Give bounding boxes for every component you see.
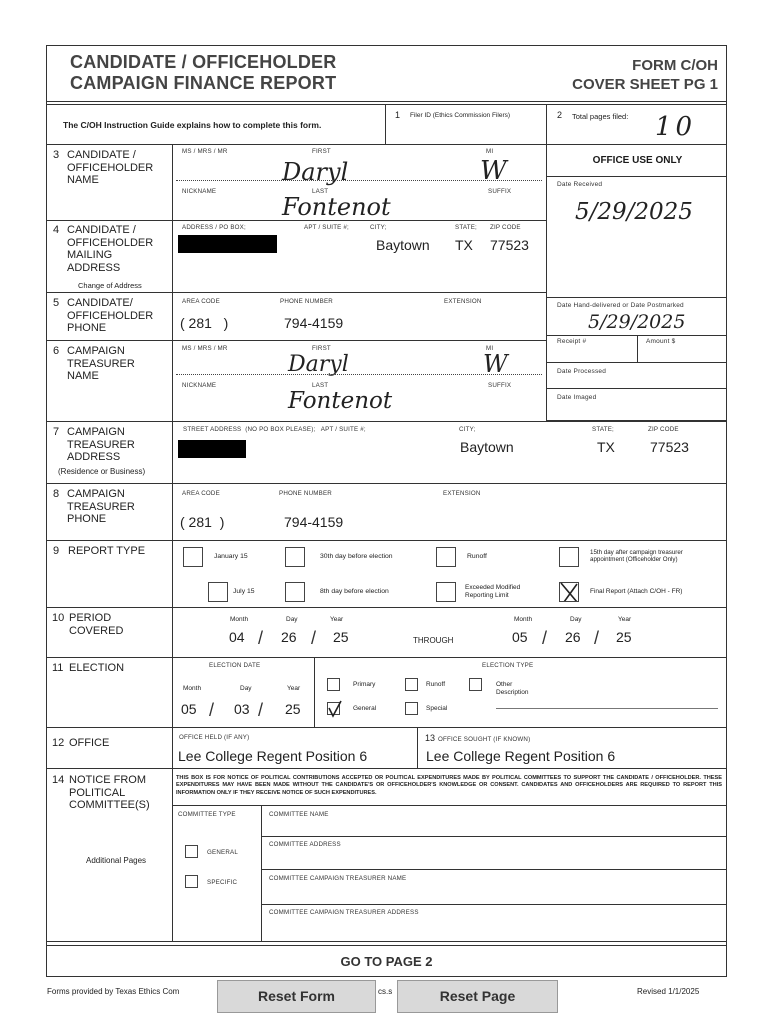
office-use-title: OFFICE USE ONLY [592, 155, 683, 166]
period-from-month[interactable]: 04 [229, 629, 245, 645]
s4-field-address: ADDRESS / PO BOX; [182, 224, 246, 231]
s12-num: 12 [52, 737, 65, 749]
checkbox-special[interactable] [405, 702, 418, 715]
s5-field-ext: EXTENSION [444, 298, 482, 305]
election-type-label: ELECTION TYPE [482, 662, 534, 669]
s5-label: CANDIDATE/ OFFICEHOLDER PHONE [67, 297, 154, 334]
label-other: Other Description [496, 681, 529, 696]
check-mark-icon [558, 581, 578, 601]
s6-field-first: FIRST [312, 345, 331, 352]
election-year[interactable]: 25 [285, 701, 301, 717]
committee-type-label: COMMITTEE TYPE [178, 811, 236, 818]
checkbox-primary[interactable] [327, 678, 340, 691]
election-day[interactable]: 03 [234, 701, 250, 717]
change-of-address[interactable]: Change of Address [78, 281, 142, 290]
s4-field-state: STATE; [455, 224, 477, 231]
s10-h-day: Day [286, 616, 298, 623]
s8-num: 8 [53, 488, 60, 500]
s6-label: CAMPAIGN TREASURER NAME [67, 345, 135, 382]
s8-label: CAMPAIGN TREASURER PHONE [67, 488, 135, 525]
date-imaged-label: Date Imaged [557, 394, 597, 401]
s4-zip[interactable]: 77523 [490, 237, 529, 253]
period-to-day[interactable]: 26 [565, 629, 581, 645]
checkbox-other[interactable] [469, 678, 482, 691]
date-hand-stamp: 5/29/2025 [588, 311, 686, 333]
date-received-label: Date Received [557, 181, 603, 188]
s10-h-month: Month [230, 616, 249, 623]
committee-name-label: COMMITTEE NAME [269, 811, 329, 818]
s4-state[interactable]: TX [455, 237, 473, 253]
checkbox-july-15[interactable] [208, 582, 228, 602]
s6-field-nickname: NICKNAME [182, 382, 217, 389]
label-committee-specific: SPECIFIC [207, 879, 238, 886]
footer-provided-suffix: cs.s [378, 987, 393, 996]
label-30th-day: 30th day before election [320, 553, 393, 560]
s3-field-mi: MI [486, 148, 494, 155]
label-primary: Primary [353, 681, 376, 688]
office-held-value[interactable]: Lee College Regent Position 6 [178, 748, 368, 764]
form-title-line1: CANDIDATE / OFFICEHOLDER [70, 52, 337, 72]
s4-field-city: CITY; [370, 224, 387, 231]
s14-label: NOTICE FROM POLITICAL COMMITTEE(S) [69, 774, 150, 811]
election-month[interactable]: 05 [181, 701, 197, 717]
s5-num: 5 [53, 297, 60, 309]
committee-address-label: COMMITTEE ADDRESS [269, 841, 341, 848]
s14-num: 14 [52, 774, 65, 786]
s7-note: (Residence or Business) [58, 467, 146, 476]
s5-area-code[interactable]: ( 281 ) [180, 315, 229, 331]
label-general: General [353, 705, 377, 712]
s10-num: 10 [52, 612, 65, 624]
s5-field-area: AREA CODE [182, 298, 220, 305]
s4-field-zip: ZIP CODE [490, 224, 521, 231]
s3-mi[interactable]: W [480, 156, 507, 186]
s11-label: ELECTION [69, 662, 125, 674]
period-from-year[interactable]: 25 [333, 629, 349, 645]
label-special: Special [426, 705, 448, 712]
check-mark-icon [327, 700, 343, 718]
committee-notice-text: THIS BOX IS FOR NOTICE OF POLITICAL CONTRIBUTIONS ACCEPTED OR POLITICAL EXPENDITURES MADE BY POLITICAL COMMITTEES TO SUPPORT THE CANDIDATE / OFFICEHOLDER. THESE EXPENDITURES MAY HAVE BEEN MADE WITHOUT THE CANDIDATE'S OR OFFICEHOLDER'S KNOWLEDGE OR CONSENT. CANDIDATES AND OFFICEHOLDERS ARE REQUIRED TO REPORT THIS INFORMATION ONLY IF THEY RECEIVE NOTICE OF SUCH EXPENDITURES. [176, 775, 722, 796]
s7-label: CAMPAIGN TREASURER ADDRESS [67, 426, 135, 463]
label-exceeded-limit: Exceeded Modified Reporting Limit [465, 584, 521, 599]
label-july-15: July 15 [233, 588, 255, 595]
s4-num: 4 [53, 224, 60, 236]
s6-field-prefix: MS / MRS / MR [182, 345, 228, 352]
s8-field-phone: PHONE NUMBER [279, 490, 332, 497]
s11-h-month: Month [183, 685, 202, 692]
s10-label: PERIOD COVERED [69, 612, 124, 637]
s6-field-last: LAST [312, 382, 329, 389]
s6-mi[interactable]: W [483, 350, 508, 378]
go-to-page-2: GO TO PAGE 2 [340, 954, 433, 969]
checkbox-general[interactable] [327, 702, 340, 715]
label-15th-day: 15th day after campaign treasurer appointment (Officeholder Only) [590, 549, 683, 564]
checkbox-election-runoff[interactable] [405, 678, 418, 691]
s6-first-name[interactable]: Daryl [288, 352, 349, 377]
checkbox-8th-day[interactable] [285, 582, 305, 602]
reset-page-button[interactable]: Reset Page [397, 980, 558, 1013]
s3-field-prefix: MS / MRS / MR [182, 148, 228, 155]
date-received-stamp: 5/29/2025 [575, 199, 693, 225]
period-to-month[interactable]: 05 [512, 629, 528, 645]
checkbox-30th-day[interactable] [285, 547, 305, 567]
s11-h-day: Day [240, 685, 252, 692]
s5-field-phone: PHONE NUMBER [280, 298, 333, 305]
reset-form-button[interactable]: Reset Form [217, 980, 376, 1013]
s6-field-suffix: SUFFIX [488, 382, 512, 389]
checkbox-committee-specific[interactable] [185, 875, 198, 888]
office-sought-label: OFFICE SOUGHT (IF KNOWN) [438, 736, 531, 743]
s7-city[interactable]: Baytown [460, 439, 514, 455]
s9-label: REPORT TYPE [68, 545, 146, 557]
s7-state[interactable]: TX [597, 439, 615, 455]
s11-num: 11 [52, 662, 64, 674]
redacted-treasurer-address [178, 440, 246, 458]
label-election-runoff: Runoff [426, 681, 446, 688]
s6-num: 6 [53, 345, 60, 357]
date-processed-label: Date Processed [557, 368, 607, 375]
label-committee-general: GENERAL [207, 849, 238, 856]
s9-num: 9 [53, 545, 60, 557]
office-sought-value[interactable]: Lee College Regent Position 6 [426, 748, 616, 764]
label-8th-day: 8th day before election [320, 588, 389, 595]
footer-revised: Revised 1/1/2025 [637, 987, 700, 996]
checkbox-15th-day[interactable] [559, 547, 579, 567]
s8-area-code[interactable]: ( 281 ) [180, 514, 225, 530]
label-runoff: Runoff [467, 553, 487, 560]
s3-field-first: FIRST [312, 148, 331, 155]
s13-num: 13 [425, 733, 436, 743]
s7-zip[interactable]: 77523 [650, 439, 689, 455]
s10-h-month-2: Month [514, 616, 533, 623]
election-date-label: ELECTION DATE [209, 662, 261, 669]
s7-field-zip: ZIP CODE [648, 426, 679, 433]
checkbox-runoff[interactable] [436, 547, 456, 567]
total-pages-label: Total pages filed: [572, 112, 629, 121]
s8-field-area: AREA CODE [182, 490, 220, 497]
checkbox-final-report[interactable] [559, 582, 579, 602]
s7-num: 7 [53, 426, 60, 438]
checkbox-committee-general[interactable] [185, 845, 198, 858]
s7-field-city: CITY; [459, 426, 476, 433]
period-to-year[interactable]: 25 [616, 629, 632, 645]
s3-field-nickname: NICKNAME [182, 188, 217, 195]
pages-num: 2 [557, 110, 563, 120]
s7-field-street: STREET ADDRESS (NO PO BOX PLEASE); APT / SUITE #; [183, 426, 366, 433]
s10-h-year: Year [330, 616, 344, 623]
office-held-label: OFFICE HELD (IF ANY) [179, 734, 250, 741]
s11-h-year: Year [287, 685, 301, 692]
s10-h-year-2: Year [618, 616, 632, 623]
s6-field-mi: MI [486, 345, 494, 352]
s5-phone[interactable]: 794-4159 [284, 315, 344, 331]
redacted-address [178, 235, 277, 253]
s6-last-name[interactable]: Fontenot [288, 388, 393, 414]
checkbox-exceeded-limit[interactable] [436, 582, 456, 602]
s8-field-ext: EXTENSION [443, 490, 481, 497]
s7-field-state: STATE; [592, 426, 614, 433]
instruction-text: The C/OH Instruction Guide explains how to complete this form. [63, 120, 322, 130]
s3-label: CANDIDATE / OFFICEHOLDER NAME [67, 149, 154, 186]
checkbox-january-15[interactable] [183, 547, 203, 567]
footer-provided-by: Forms provided by Texas Ethics Com [47, 987, 180, 996]
form-page-label: COVER SHEET PG 1 [572, 76, 718, 93]
s3-num: 3 [53, 149, 60, 161]
s10-h-day-2: Day [570, 616, 582, 623]
receipt-label: Receipt # [557, 338, 587, 345]
form-number: FORM C/OH [632, 57, 718, 74]
s4-label: CANDIDATE / OFFICEHOLDER MAILING ADDRESS [67, 224, 154, 274]
committee-treasurer-name-label: COMMITTEE CAMPAIGN TREASURER NAME [269, 875, 407, 882]
label-final-report: Final Report (Attach C/OH - FR) [590, 588, 683, 595]
date-hand-label: Date Hand-delivered or Date Postmarked [557, 302, 684, 309]
form-title-line2: CAMPAIGN FINANCE REPORT [70, 73, 337, 93]
through-label: THROUGH [413, 636, 454, 645]
period-from-day[interactable]: 26 [281, 629, 297, 645]
s3-first-name[interactable]: Daryl [282, 158, 349, 186]
label-january-15: January 15 [214, 553, 248, 560]
committee-treasurer-address-label: COMMITTEE CAMPAIGN TREASURER ADDRESS [269, 909, 419, 916]
additional-pages-label: Additional Pages [86, 856, 147, 865]
amount-label: Amount $ [646, 338, 676, 345]
s3-field-suffix: SUFFIX [488, 188, 512, 195]
filer-id-label: Filer ID (Ethics Commission Filers) [410, 112, 511, 119]
total-pages-value[interactable]: 10 [655, 112, 697, 142]
s4-city[interactable]: Baytown [376, 237, 430, 253]
s12-label: OFFICE [69, 737, 110, 749]
s3-last-name[interactable]: Fontenot [282, 193, 391, 221]
s3-field-last: LAST [312, 188, 329, 195]
s4-field-apt: APT / SUITE #; [304, 224, 349, 231]
s8-phone[interactable]: 794-4159 [284, 514, 344, 530]
filer-num: 1 [395, 110, 401, 120]
